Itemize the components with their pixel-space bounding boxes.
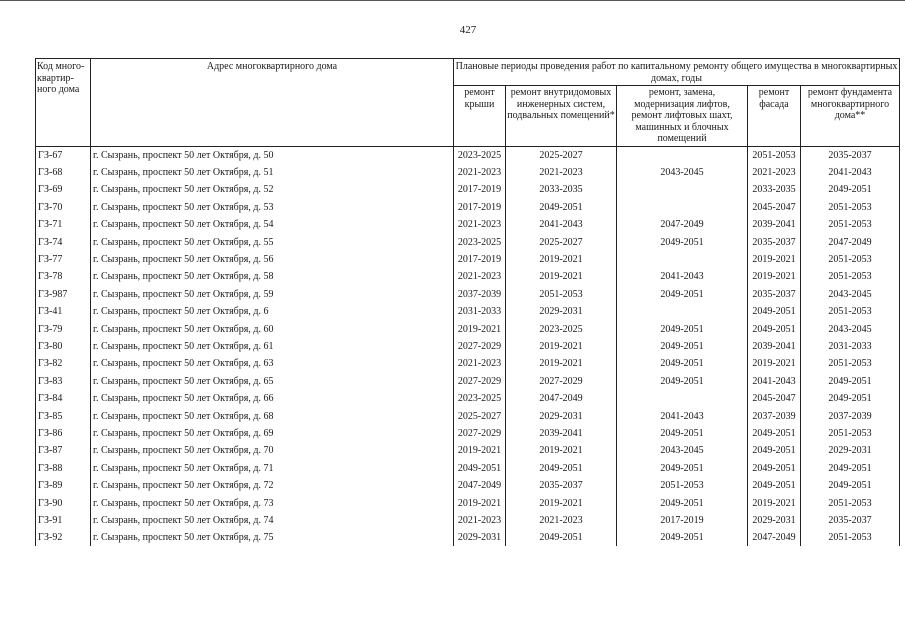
cell-foundation: 2035-2037 <box>801 512 900 529</box>
cell-foundation: 2051-2053 <box>801 251 900 268</box>
cell-code: ГЗ-90 <box>36 494 91 511</box>
cell-address: г. Сызрань, проспект 50 лет Октября, д. 59 <box>91 286 454 303</box>
cell-facade: 2049-2051 <box>748 425 801 442</box>
cell-roof: 2019-2021 <box>454 442 506 459</box>
header-periods: Плановые периоды проведения работ по капитальному ремонту общего имущества в многоквартирных домах, годы <box>454 59 900 86</box>
cell-roof: 2027-2029 <box>454 425 506 442</box>
header-facade: ремонт фасада <box>748 86 801 147</box>
cell-roof: 2027-2029 <box>454 373 506 390</box>
cell-roof: 2021-2023 <box>454 512 506 529</box>
cell-roof: 2021-2023 <box>454 268 506 285</box>
cell-foundation: 2049-2051 <box>801 181 900 198</box>
table-row <box>36 477 900 494</box>
cell-code: ГЗ-67 <box>36 146 91 164</box>
cell-facade: 2051-2053 <box>748 146 801 164</box>
cell-facade: 2047-2049 <box>748 529 801 546</box>
table-row <box>36 338 900 355</box>
cell-lifts <box>617 251 748 268</box>
cell-code: ГЗ-74 <box>36 233 91 250</box>
table-row <box>36 460 900 477</box>
cell-facade: 2045-2047 <box>748 390 801 407</box>
cell-systems: 2049-2051 <box>506 460 617 477</box>
cell-lifts: 2047-2049 <box>617 216 748 233</box>
cell-code: ГЗ-68 <box>36 164 91 181</box>
table-body <box>36 146 900 546</box>
cell-facade: 2049-2051 <box>748 477 801 494</box>
cell-foundation: 2051-2053 <box>801 303 900 320</box>
cell-foundation: 2047-2049 <box>801 233 900 250</box>
cell-systems: 2019-2021 <box>506 338 617 355</box>
cell-foundation: 2049-2051 <box>801 373 900 390</box>
cell-roof: 2023-2025 <box>454 390 506 407</box>
cell-lifts <box>617 181 748 198</box>
cell-roof: 2027-2029 <box>454 338 506 355</box>
table-row <box>36 164 900 181</box>
table-row <box>36 390 900 407</box>
cell-facade: 2049-2051 <box>748 442 801 459</box>
cell-lifts: 2049-2051 <box>617 355 748 372</box>
cell-foundation: 2049-2051 <box>801 477 900 494</box>
cell-foundation: 2043-2045 <box>801 286 900 303</box>
cell-address: г. Сызрань, проспект 50 лет Октября, д. 61 <box>91 338 454 355</box>
cell-lifts: 2049-2051 <box>617 320 748 337</box>
cell-roof: 2021-2023 <box>454 164 506 181</box>
cell-systems: 2025-2027 <box>506 233 617 250</box>
cell-address: г. Сызрань, проспект 50 лет Октября, д. 72 <box>91 477 454 494</box>
table-row <box>36 268 900 285</box>
cell-address: г. Сызрань, проспект 50 лет Октября, д. 60 <box>91 320 454 337</box>
cell-lifts: 2043-2045 <box>617 164 748 181</box>
cell-address: г. Сызрань, проспект 50 лет Октября, д. 6 <box>91 303 454 320</box>
cell-code: ГЗ-84 <box>36 390 91 407</box>
cell-code: ГЗ-92 <box>36 529 91 546</box>
cell-lifts: 2041-2043 <box>617 407 748 424</box>
cell-systems: 2051-2053 <box>506 286 617 303</box>
cell-systems: 2025-2027 <box>506 146 617 164</box>
cell-systems: 2021-2023 <box>506 164 617 181</box>
table-row <box>36 199 900 216</box>
cell-address: г. Сызрань, проспект 50 лет Октября, д. 68 <box>91 407 454 424</box>
table-row <box>36 355 900 372</box>
cell-address: г. Сызрань, проспект 50 лет Октября, д. 70 <box>91 442 454 459</box>
cell-foundation: 2051-2053 <box>801 425 900 442</box>
header-foundation: ремонт фундамента многоквартирного дома** <box>801 86 900 147</box>
cell-code: ГЗ-987 <box>36 286 91 303</box>
cell-code: ГЗ-91 <box>36 512 91 529</box>
cell-code: ГЗ-79 <box>36 320 91 337</box>
cell-code: ГЗ-87 <box>36 442 91 459</box>
cell-systems: 2021-2023 <box>506 512 617 529</box>
cell-foundation: 2041-2043 <box>801 164 900 181</box>
repair-schedule-table <box>35 58 900 546</box>
cell-lifts: 2049-2051 <box>617 425 748 442</box>
cell-roof: 2017-2019 <box>454 199 506 216</box>
cell-code: ГЗ-69 <box>36 181 91 198</box>
table-row <box>36 251 900 268</box>
cell-address: г. Сызрань, проспект 50 лет Октября, д. 63 <box>91 355 454 372</box>
page-top-edge <box>0 0 905 1</box>
cell-code: ГЗ-85 <box>36 407 91 424</box>
cell-systems: 2041-2043 <box>506 216 617 233</box>
cell-facade: 2039-2041 <box>748 216 801 233</box>
cell-address: г. Сызрань, проспект 50 лет Октября, д. 73 <box>91 494 454 511</box>
cell-foundation: 2035-2037 <box>801 146 900 164</box>
cell-lifts <box>617 390 748 407</box>
table-row <box>36 233 900 250</box>
cell-lifts: 2049-2051 <box>617 233 748 250</box>
cell-facade: 2019-2021 <box>748 494 801 511</box>
cell-systems: 2019-2021 <box>506 494 617 511</box>
cell-foundation: 2049-2051 <box>801 390 900 407</box>
cell-systems: 2047-2049 <box>506 390 617 407</box>
cell-facade: 2021-2023 <box>748 164 801 181</box>
cell-facade: 2035-2037 <box>748 233 801 250</box>
cell-lifts <box>617 146 748 164</box>
cell-roof: 2023-2025 <box>454 233 506 250</box>
cell-foundation: 2031-2033 <box>801 338 900 355</box>
cell-systems: 2023-2025 <box>506 320 617 337</box>
page-number: 427 <box>459 24 477 36</box>
cell-code: ГЗ-41 <box>36 303 91 320</box>
cell-lifts: 2049-2051 <box>617 338 748 355</box>
cell-systems: 2027-2029 <box>506 373 617 390</box>
cell-foundation: 2029-2031 <box>801 442 900 459</box>
cell-roof: 2037-2039 <box>454 286 506 303</box>
cell-address: г. Сызрань, проспект 50 лет Октября, д. 74 <box>91 512 454 529</box>
cell-facade: 2029-2031 <box>748 512 801 529</box>
table-row <box>36 407 900 424</box>
cell-address: г. Сызрань, проспект 50 лет Октября, д. 75 <box>91 529 454 546</box>
cell-lifts: 2049-2051 <box>617 529 748 546</box>
cell-address: г. Сызрань, проспект 50 лет Октября, д. 53 <box>91 199 454 216</box>
cell-foundation: 2051-2053 <box>801 268 900 285</box>
cell-facade: 2049-2051 <box>748 303 801 320</box>
cell-address: г. Сызрань, проспект 50 лет Октября, д. 55 <box>91 233 454 250</box>
cell-facade: 2039-2041 <box>748 338 801 355</box>
cell-address: г. Сызрань, проспект 50 лет Октября, д. 65 <box>91 373 454 390</box>
cell-code: ГЗ-78 <box>36 268 91 285</box>
cell-roof: 2017-2019 <box>454 251 506 268</box>
cell-foundation: 2043-2045 <box>801 320 900 337</box>
cell-lifts <box>617 303 748 320</box>
cell-facade: 2045-2047 <box>748 199 801 216</box>
cell-foundation: 2049-2051 <box>801 460 900 477</box>
cell-roof: 2047-2049 <box>454 477 506 494</box>
cell-lifts: 2043-2045 <box>617 442 748 459</box>
cell-lifts <box>617 199 748 216</box>
cell-address: г. Сызрань, проспект 50 лет Октября, д. 66 <box>91 390 454 407</box>
cell-code: ГЗ-89 <box>36 477 91 494</box>
cell-roof: 2025-2027 <box>454 407 506 424</box>
cell-roof: 2021-2023 <box>454 216 506 233</box>
cell-facade: 2037-2039 <box>748 407 801 424</box>
table-row <box>36 303 900 320</box>
cell-code: ГЗ-88 <box>36 460 91 477</box>
cell-lifts: 2051-2053 <box>617 477 748 494</box>
cell-roof: 2019-2021 <box>454 494 506 511</box>
cell-roof: 2019-2021 <box>454 320 506 337</box>
cell-systems: 2049-2051 <box>506 199 617 216</box>
table-row <box>36 425 900 442</box>
cell-roof: 2049-2051 <box>454 460 506 477</box>
cell-code: ГЗ-70 <box>36 199 91 216</box>
cell-facade: 2041-2043 <box>748 373 801 390</box>
cell-foundation: 2051-2053 <box>801 355 900 372</box>
cell-systems: 2035-2037 <box>506 477 617 494</box>
cell-facade: 2049-2051 <box>748 320 801 337</box>
header-systems: ремонт внутридомовых инженерных систем, подвальных помещений* <box>506 86 617 147</box>
cell-systems: 2019-2021 <box>506 251 617 268</box>
cell-lifts: 2041-2043 <box>617 268 748 285</box>
cell-address: г. Сызрань, проспект 50 лет Октября, д. 51 <box>91 164 454 181</box>
cell-roof: 2017-2019 <box>454 181 506 198</box>
cell-foundation: 2051-2053 <box>801 494 900 511</box>
cell-systems: 2039-2041 <box>506 425 617 442</box>
cell-systems: 2033-2035 <box>506 181 617 198</box>
cell-foundation: 2051-2053 <box>801 216 900 233</box>
header-lifts: ремонт, замена, модернизация лифтов, ремонт лифтовых шахт, машинных и блочных помещений <box>617 86 748 147</box>
cell-address: г. Сызрань, проспект 50 лет Октября, д. 52 <box>91 181 454 198</box>
table-row <box>36 216 900 233</box>
cell-roof: 2023-2025 <box>454 146 506 164</box>
cell-foundation: 2051-2053 <box>801 529 900 546</box>
header-row-top <box>36 59 900 86</box>
cell-systems: 2029-2031 <box>506 303 617 320</box>
cell-address: г. Сызрань, проспект 50 лет Октября, д. 56 <box>91 251 454 268</box>
cell-lifts: 2049-2051 <box>617 373 748 390</box>
cell-facade: 2033-2035 <box>748 181 801 198</box>
cell-address: г. Сызрань, проспект 50 лет Октября, д. 58 <box>91 268 454 285</box>
document-sheet <box>35 58 899 546</box>
cell-lifts: 2017-2019 <box>617 512 748 529</box>
cell-lifts: 2049-2051 <box>617 460 748 477</box>
table-row <box>36 529 900 546</box>
cell-systems: 2049-2051 <box>506 529 617 546</box>
cell-address: г. Сызрань, проспект 50 лет Октября, д. 71 <box>91 460 454 477</box>
cell-code: ГЗ-71 <box>36 216 91 233</box>
cell-lifts: 2049-2051 <box>617 494 748 511</box>
header-code: Код много-квартир-ного дома <box>36 59 91 147</box>
table-row <box>36 286 900 303</box>
cell-facade: 2049-2051 <box>748 460 801 477</box>
header-address: Адрес многоквартирного дома <box>91 59 454 147</box>
cell-address: г. Сызрань, проспект 50 лет Октября, д. 54 <box>91 216 454 233</box>
table-row <box>36 373 900 390</box>
cell-code: ГЗ-86 <box>36 425 91 442</box>
cell-facade: 2019-2021 <box>748 268 801 285</box>
cell-address: г. Сызрань, проспект 50 лет Октября, д. 50 <box>91 146 454 164</box>
cell-facade: 2035-2037 <box>748 286 801 303</box>
table-row <box>36 494 900 511</box>
cell-lifts: 2049-2051 <box>617 286 748 303</box>
cell-foundation: 2051-2053 <box>801 199 900 216</box>
cell-systems: 2019-2021 <box>506 442 617 459</box>
table-row <box>36 146 900 164</box>
cell-code: ГЗ-77 <box>36 251 91 268</box>
table-row <box>36 181 900 198</box>
header-roof: ремонт крыши <box>454 86 506 147</box>
cell-systems: 2019-2021 <box>506 268 617 285</box>
cell-roof: 2029-2031 <box>454 529 506 546</box>
cell-systems: 2029-2031 <box>506 407 617 424</box>
table-row <box>36 512 900 529</box>
cell-roof: 2021-2023 <box>454 355 506 372</box>
cell-roof: 2031-2033 <box>454 303 506 320</box>
cell-systems: 2019-2021 <box>506 355 617 372</box>
cell-address: г. Сызрань, проспект 50 лет Октября, д. 69 <box>91 425 454 442</box>
cell-code: ГЗ-80 <box>36 338 91 355</box>
table-row <box>36 442 900 459</box>
cell-foundation: 2037-2039 <box>801 407 900 424</box>
table-row <box>36 320 900 337</box>
cell-facade: 2019-2021 <box>748 355 801 372</box>
cell-code: ГЗ-83 <box>36 373 91 390</box>
cell-facade: 2019-2021 <box>748 251 801 268</box>
cell-code: ГЗ-82 <box>36 355 91 372</box>
